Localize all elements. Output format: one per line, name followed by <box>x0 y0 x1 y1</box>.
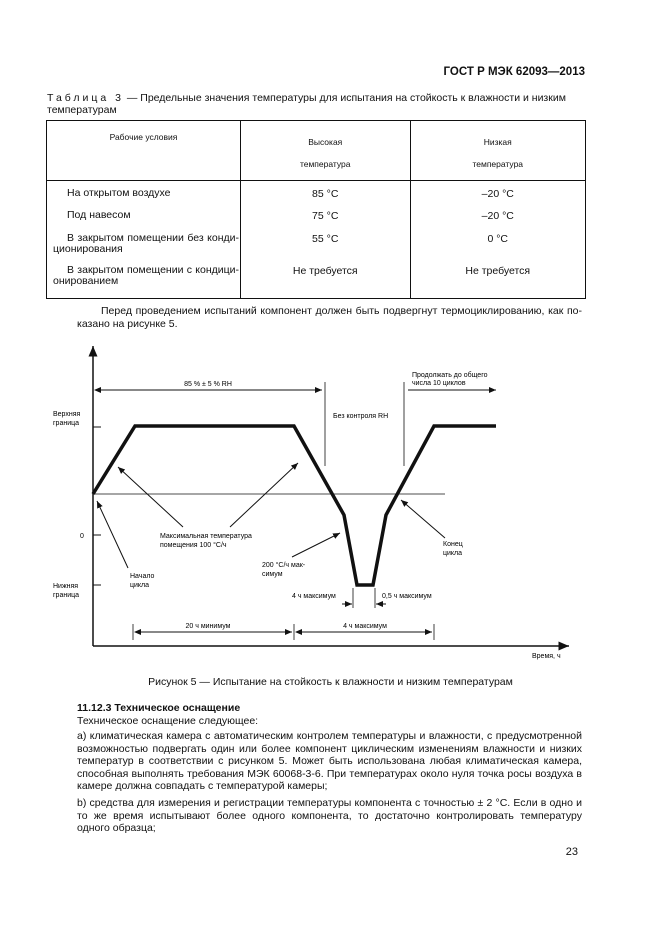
upper-limit-label-2: граница <box>53 420 80 427</box>
rate-200-arrow <box>292 533 340 557</box>
max-rate-arrow-right <box>230 463 298 527</box>
col-header-high <box>240 121 410 181</box>
row-high: 75 °C <box>240 205 410 229</box>
table-row <box>47 229 586 263</box>
item-b: b) средства для измерения и регистрации температуры компонента с точностью ± 2 °C. Если в одно и то же время испытывают более одного компонента, то достаточно контролировать температуру одного образца; <box>77 797 582 834</box>
lower-limit-label-2: граница <box>53 592 80 599</box>
document-header: ГОСТ Р МЭК 62093—2013 <box>443 66 585 78</box>
four-hours-max-label: 4 ч максимум <box>292 593 336 600</box>
continue-label-2: числа 10 циклов <box>412 380 466 387</box>
time-axis-label: Время, ч <box>532 653 561 660</box>
intro-paragraph: Перед проведением испытаний компонент должен быть подвергнут термоциклированию, как показано на рисунке 5. <box>77 305 582 330</box>
row-condition: На открытом воздухе <box>67 187 171 199</box>
zero-label: 0 <box>80 533 84 540</box>
table-row <box>47 263 586 299</box>
row-high: 85 °C <box>240 181 410 205</box>
cycle-start-arrow <box>97 501 128 568</box>
cycle-start-label-1: Начало <box>130 573 155 580</box>
section-lead: Техническое оснащение следующее: <box>77 715 259 727</box>
row-condition: Под навесом <box>67 208 131 221</box>
temperature-limits-table <box>46 120 586 299</box>
table-caption-number: Таблица 3 <box>47 92 124 104</box>
row-low: –20 °C <box>410 205 586 229</box>
page-number: 23 <box>565 846 578 858</box>
no-rh-label: Без контроля RH <box>333 413 389 420</box>
rate-200-label-2: симум <box>262 571 283 578</box>
max-rate-arrow-left <box>118 467 183 527</box>
max-rate-label-2: помещения 100 °C/ч <box>160 542 227 549</box>
cycle-start-label-2: цикла <box>130 582 150 589</box>
cycle-end-arrow <box>401 500 445 538</box>
item-a: а) климатическая камера с автоматическим контролем температуры и влажности, с предусмотренной возможностью подвергать один или более компонент циклическим изменениям влажности и низких температур в соответствии с рисунком 5. Может быть использована любая климатическая камера, способная выполнять требования МЭК 60068-3-6. При температурах около нуля точка росы воздуха в камере должна совпадать с температурой камеры; <box>77 730 582 792</box>
figure-caption: Рисунок 5 — Испытание на стойкость к влажности и низким температурам <box>148 676 513 688</box>
rh-label: 85 % ± 5 % RH <box>184 381 232 388</box>
row-condition: В закрытом помещении без кондиционирования <box>53 231 239 255</box>
four-hours-max-bottom-label: 4 ч максимум <box>343 623 387 630</box>
twenty-hours-min-label: 20 ч минимум <box>185 623 231 630</box>
cycle-end-label-2: цикла <box>443 550 463 557</box>
table-caption-text: — Предельные значения температуры для испытания на стойкость к влажности и низким температурам <box>47 92 566 116</box>
row-high: Не требуется <box>240 263 410 299</box>
col-header-low <box>410 121 586 181</box>
section-title: 11.12.3 Техническое оснащение <box>77 702 241 714</box>
col-header-conditions: Рабочие условия <box>47 121 241 181</box>
row-low: 0 °C <box>410 229 586 263</box>
lower-limit-label-1: Нижняя <box>53 583 79 590</box>
row-high: 55 °C <box>240 229 410 263</box>
continue-label-1: Продолжать до общего <box>412 372 488 379</box>
thermal-cycle-figure <box>0 340 661 665</box>
row-condition: В закрытом помещении с кондиционированием <box>53 263 239 287</box>
max-rate-label-1: Максимальная температура <box>160 533 252 540</box>
cycle-end-label-1: Конец <box>443 541 463 548</box>
table-caption <box>47 92 587 116</box>
half-hour-max-label: 0,5 ч максимум <box>382 593 432 600</box>
row-low: –20 °C <box>410 181 586 205</box>
rate-200-label-1: 200 °C/ч мак- <box>262 562 306 569</box>
col-header-low-text: Низкая температура <box>472 137 524 169</box>
upper-limit-label-1: Верхняя <box>53 411 81 418</box>
col-header-high-text: Высокая температура <box>299 137 351 169</box>
table-row <box>47 205 586 229</box>
table-row <box>47 181 586 205</box>
row-low: Не требуется <box>410 263 586 299</box>
